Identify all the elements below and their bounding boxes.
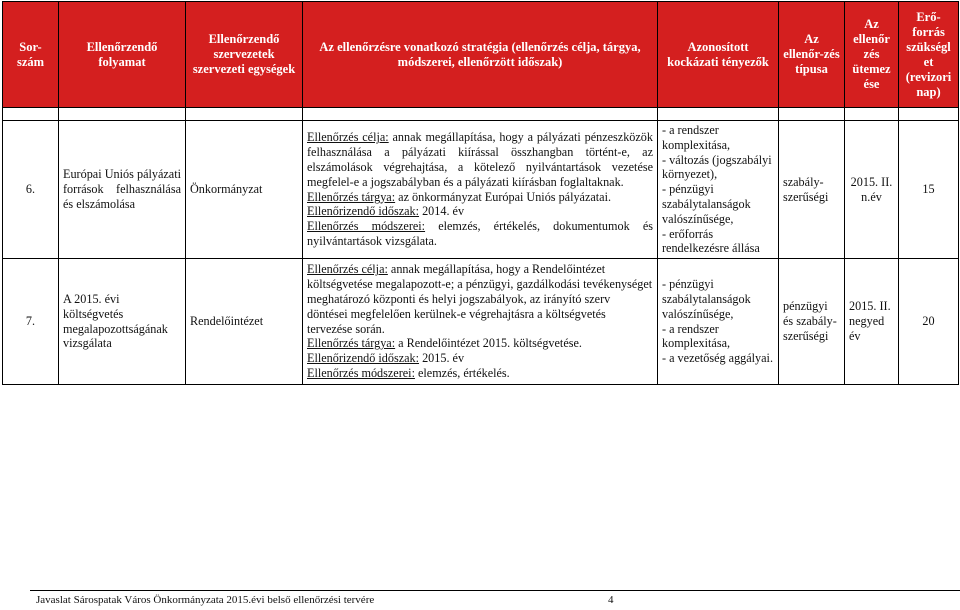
- row-schedule: 2015. II. negyed év: [845, 259, 899, 385]
- row-process: Európai Uniós pályázati források felhasználása és elszámolása: [59, 121, 186, 259]
- header-units: Ellenőrzendő szervezetek szervezeti egységek: [186, 2, 303, 108]
- row-strategy: [303, 259, 658, 385]
- header-num: Sor-szám: [3, 2, 59, 108]
- row-resource: 20: [899, 259, 959, 385]
- period-label: Ellenőrizendő időszak:: [307, 204, 420, 219]
- period-text: 2014. év: [422, 204, 465, 219]
- row-risks: [658, 121, 779, 259]
- method-text: elemzés, értékelés.: [418, 366, 510, 381]
- audit-plan-table: [2, 1, 959, 385]
- table-row: [3, 259, 959, 385]
- subject-label: Ellenőrzés tárgya:: [307, 336, 396, 351]
- row-schedule: 2015. II. n.év: [845, 121, 899, 259]
- header-risks: Azonosított kockázati tényezők: [658, 2, 779, 108]
- row-strategy: [303, 121, 658, 259]
- table-row: [3, 121, 959, 259]
- risk-item: - pénzügyi szabálytalanságok valószínűsége,: [662, 182, 751, 226]
- method-text: elemzés, értékelés, dokumentumok és nyilvántartások vizsgálata.: [307, 219, 653, 248]
- header-strategy: Az ellenőrzésre vonatkozó stratégia (ellenőrzés célja, tárgya, módszerei, ellenőrzött időszak): [303, 2, 658, 108]
- goal-text: annak megállapítása, hogy a Rendelőintézet költségvetése megalapozott-e; a pénzügyi, gazdálkodási tevékenységet meghatározó központi és helyi jogszabályok, az irányító szerv döntései megfelelően kerülnek-e végrehajtásra a költségvetés tervezése során.: [307, 262, 653, 336]
- period-label: Ellenőrizendő időszak:: [307, 351, 420, 366]
- row-type: pénzügyi és szabály-szerűségi: [779, 259, 845, 385]
- risk-item: - a vezetőség aggályai.: [662, 351, 773, 366]
- footer-divider: [30, 590, 960, 591]
- row-resource: 15: [899, 121, 959, 259]
- risk-item: - a rendszer komplexitása,: [662, 123, 731, 152]
- goal-label: Ellenőrzés célja:: [307, 262, 388, 277]
- row-number: 6.: [3, 121, 59, 259]
- row-type: szabály-szerűségi: [779, 121, 845, 259]
- header-schedule: Az ellenőr zés ütemez ése: [845, 2, 899, 108]
- subject-text: a Rendelőintézet 2015. költségvetése.: [398, 336, 582, 351]
- goal-label: Ellenőrzés célja:: [307, 130, 389, 145]
- header-process: Ellenőrzendő folyamat: [59, 2, 186, 108]
- row-unit: Önkormányzat: [186, 121, 303, 259]
- header-row: [3, 2, 959, 108]
- risk-item: - a rendszer komplexitása,: [662, 321, 731, 351]
- goal-text: annak megállapítása, hogy a pályázati pénzeszközök felhasználása a pályázati kiírással összhangban történt-e, az elszámolások végrehajtása, a kötelező nyilvántartások vezetése megfelel-e a jogszabályban és a pályázati kiírásban foglaltaknak.: [307, 130, 653, 189]
- header-type: Az ellenőr-zés típusa: [779, 2, 845, 108]
- row-unit: Rendelőintézet: [186, 259, 303, 385]
- spacer-row: [3, 108, 959, 121]
- subject-text: az önkormányzat Európai Uniós pályázatai.: [398, 189, 612, 204]
- row-process: A 2015. évi költségvetés megalapozottságának vizsgálata: [59, 259, 186, 385]
- row-risks: [658, 259, 779, 385]
- page-number: 4: [608, 594, 614, 606]
- header-resource: Erő-forrás szükségl et (revizori nap): [899, 2, 959, 108]
- row-number: 7.: [3, 259, 59, 385]
- risk-item: - erőforrás rendelkezésre állása: [662, 226, 760, 256]
- method-label: Ellenőrzés módszerei:: [307, 219, 426, 234]
- subject-label: Ellenőrzés tárgya:: [307, 189, 396, 204]
- risk-item: - változás (jogszabályi környezet),: [662, 152, 772, 182]
- period-text: 2015. év: [422, 351, 465, 366]
- risk-item: - pénzügyi szabálytalanságok valószínűsége,: [662, 277, 751, 321]
- page-footer: Javaslat Sárospatak Város Önkormányzata 2015.évi belső ellenőrzési tervére: [36, 594, 375, 606]
- method-label: Ellenőrzés módszerei:: [307, 366, 415, 381]
